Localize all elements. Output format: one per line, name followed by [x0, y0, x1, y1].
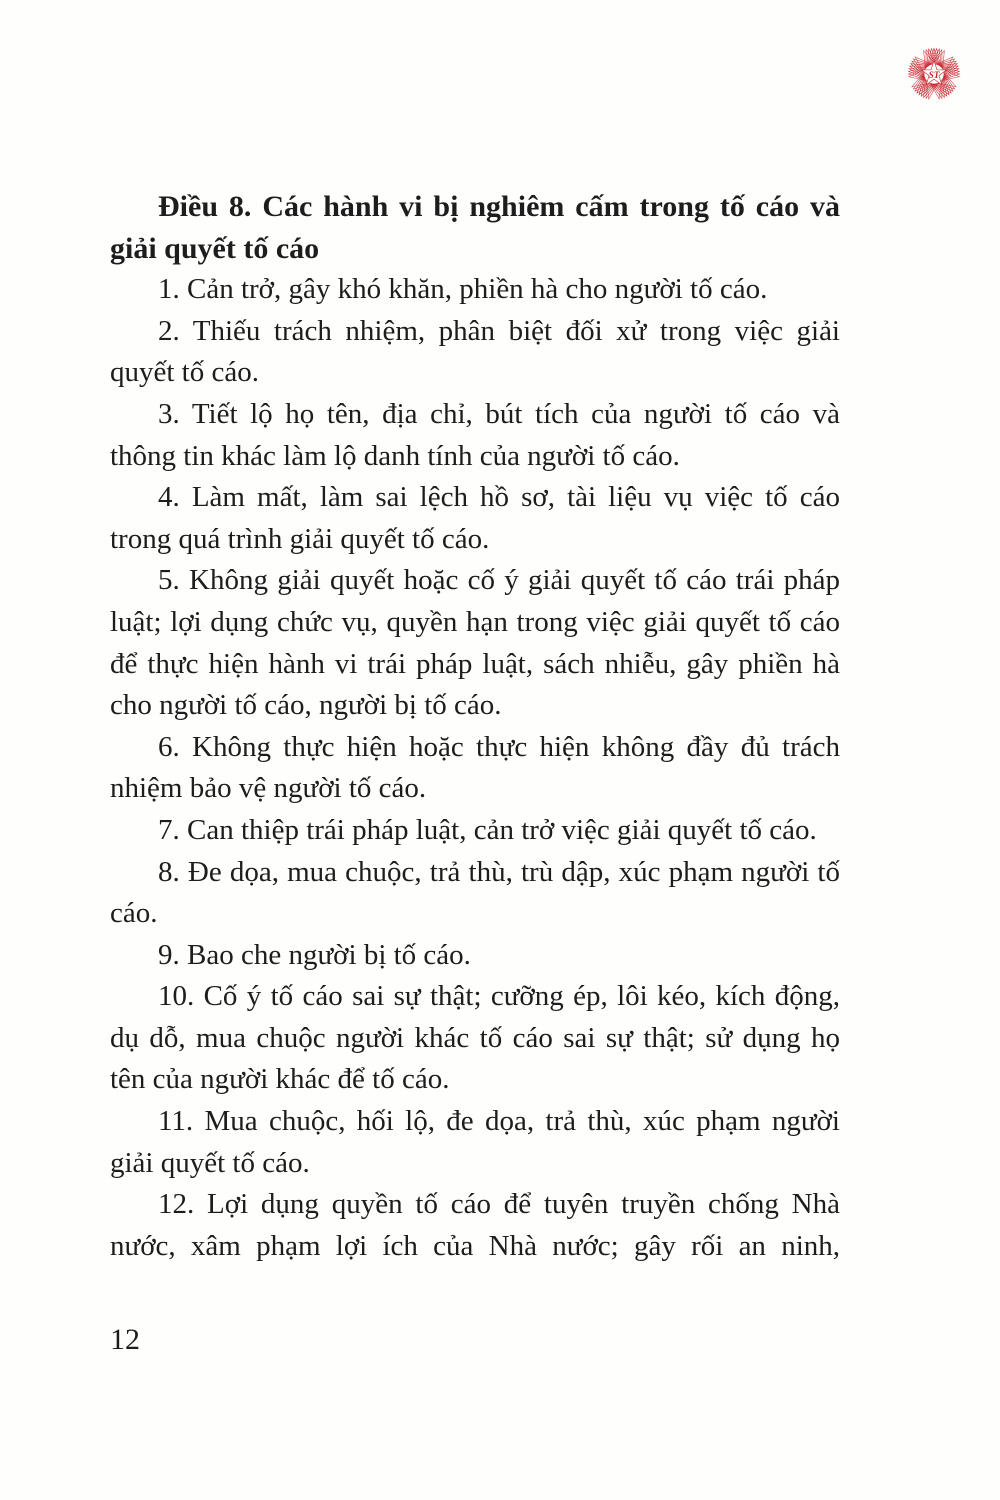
article-paragraph-7: 7. Can thiệp trái pháp luật, cản trở việc giải quyết tố cáo. [158, 813, 817, 846]
article-paragraph-12: 12. Lợi dụng quyền tố cáo để tuyên truyền chống Nhà nước, xâm phạm lợi ích của Nhà nước; gây rối an ninh, [110, 1188, 840, 1262]
article-paragraph-2: 2. Thiếu trách nhiệm, phân biệt đối xử trong việc giải quyết tố cáo. [110, 314, 840, 389]
article-paragraph-5: 5. Không giải quyết hoặc cố ý giải quyết tố cáo trái pháp luật; lợi dụng chức vụ, quyền hạn trong việc giải quyết tố cáo để thực hiện hành vi trái pháp luật, sách nhiễu, gây phiền hà cho người tố cáo, người bị tố cáo. [110, 564, 840, 722]
article-paragraph-11: 11. Mua chuộc, hối lộ, đe dọa, trả thù, xúc phạm người giải quyết tố cáo. [110, 1105, 840, 1179]
publisher-monogram: ST [928, 71, 940, 82]
page-number: 12 [110, 1323, 140, 1356]
article-heading: Điều 8. Các hành vi bị nghiêm cấm trong tố cáo và giải quyết tố cáo [110, 190, 840, 265]
article-paragraph-9: 9. Bao che người bị tố cáo. [158, 938, 471, 971]
article-paragraph-3: 3. Tiết lộ họ tên, địa chỉ, bút tích của người tố cáo và thông tin khác làm lộ danh tính của người tố cáo. [110, 397, 840, 472]
article-paragraph-8: 8. Đe dọa, mua chuộc, trả thù, trù dập, xúc phạm người tố cáo. [110, 855, 840, 930]
article-paragraph-6: 6. Không thực hiện hoặc thực hiện không đầy đủ trách nhiệm bảo vệ người tố cáo. [110, 730, 840, 805]
article-body [110, 186, 840, 1267]
publisher-star-logo-icon [905, 45, 963, 103]
article-paragraph-1: 1. Cản trở, gây khó khăn, phiền hà cho người tố cáo. [158, 273, 768, 306]
article-paragraph-10: 10. Cố ý tố cáo sai sự thật; cưỡng ép, lôi kéo, kích động, dụ dỗ, mua chuộc người khác tố cáo sai sự thật; sử dụng họ tên của người khác để tố cáo. [110, 980, 840, 1096]
article-paragraph-4: 4. Làm mất, làm sai lệch hồ sơ, tài liệu vụ việc tố cáo trong quá trình giải quyết tố cáo. [110, 481, 840, 555]
